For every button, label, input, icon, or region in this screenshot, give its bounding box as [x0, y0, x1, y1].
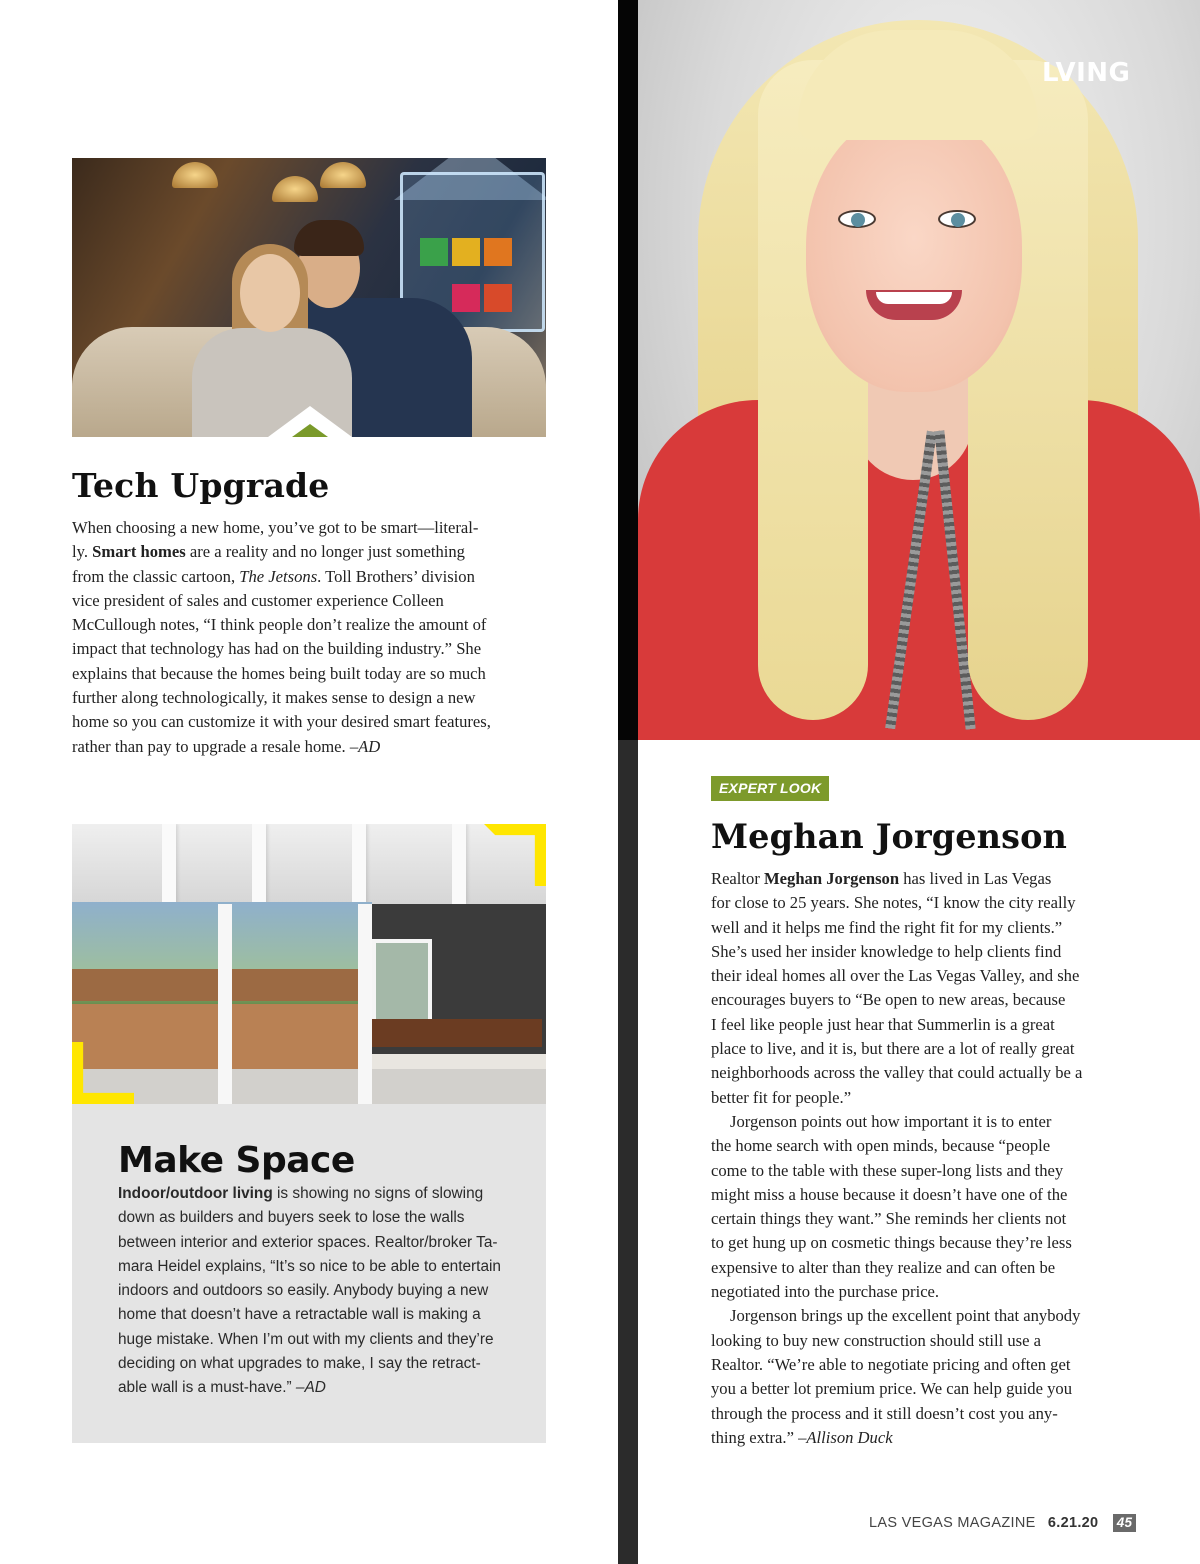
text-line: rather than pay to upgrade a resale home. –AD [72, 736, 381, 756]
text-line: McCullough notes, “I think people don’t realize the amount of [72, 615, 487, 635]
text-line: deciding on what upgrades to make, I say the retract- [118, 1355, 481, 1373]
text-line: huge mistake. When I’m out with my clients and they’re [118, 1330, 494, 1348]
text-line: better fit for people.” [711, 1087, 852, 1107]
text-line: come to the table with these super-long lists and they [711, 1160, 1064, 1180]
text-line: down as builders and buyers seek to lose the walls [118, 1209, 465, 1227]
text-line: place to live, and it is, but there are a lot of really great [711, 1039, 1075, 1059]
window [372, 939, 432, 1024]
page-footer [869, 1514, 1136, 1534]
text-line: looking to buy new construction should still use a [711, 1330, 1042, 1350]
meghan-portrait-photo [638, 0, 1200, 740]
text-line: Jorgenson brings up the excellent point that anybody [730, 1306, 1081, 1326]
man-hair [294, 220, 364, 256]
tech-upgrade-body [72, 516, 548, 759]
ceiling [72, 824, 546, 904]
make-space-heading: Make Space [118, 1140, 355, 1181]
text-line: might miss a house because it doesn’t have one of the [711, 1184, 1068, 1204]
text-line: negotiated into the purchase price. [711, 1282, 940, 1302]
pendant-lamp [272, 176, 318, 202]
pendant-lamp [320, 162, 366, 188]
hologram-tile [452, 284, 480, 312]
hologram-tile [452, 238, 480, 266]
text-line: She’s used her insider knowledge to help clients find [711, 941, 1062, 961]
teeth [876, 292, 952, 304]
iris [951, 213, 965, 227]
iris [851, 213, 865, 227]
expert-look-badge: EXPERT LOOK [711, 776, 829, 801]
wall-post [218, 904, 232, 1104]
text-line: explains that because the homes being built today are so much [72, 663, 486, 683]
text-line: further along technologically, it makes sense to design a new [72, 688, 476, 708]
hologram-tile [420, 238, 448, 266]
text-line: indoors and outdoors so easily. Anybody buying a new [118, 1282, 489, 1300]
text-line: vice president of sales and customer experience Colleen [72, 590, 444, 610]
bold-phrase: Meghan Jorgenson [764, 869, 900, 888]
text-line: expensive to alter than they realize and can often be [711, 1257, 1056, 1277]
meghan-jorgenson-body [711, 867, 1131, 1450]
text-line: their ideal homes all over the Las Vegas Valley, and she [711, 966, 1080, 986]
text-line: through the process and it still doesn’t cost you any- [711, 1403, 1058, 1423]
make-space-body [118, 1182, 518, 1401]
text-line: Realtor. “We’re able to negotiate pricing and often get [711, 1354, 1071, 1374]
text-line: encourages buyers to “Be open to new areas, because [711, 990, 1066, 1010]
text-line: for close to 25 years. She notes, “I know the city really [711, 893, 1076, 913]
italic-phrase: –AD [295, 1379, 326, 1397]
text-line: from the classic cartoon, The Jetsons. Toll Brothers’ division [72, 566, 475, 586]
text-line: I feel like people just hear that Summerlin is a great [711, 1014, 1055, 1034]
smart-home-photo [72, 158, 546, 437]
dining-table [362, 1019, 542, 1047]
bold-phrase: Smart homes [92, 542, 186, 562]
wall-post [358, 904, 372, 1104]
indoor-outdoor-photo [72, 824, 546, 1104]
text-line: impact that technology has had on the building industry.” She [72, 639, 482, 659]
text-line: Jorgenson points out how important it is to enter [730, 1111, 1052, 1131]
magazine-name: LAS VEGAS MAGAZINE [869, 1515, 1036, 1531]
bold-phrase: Indoor/outdoor living [118, 1185, 273, 1202]
column-divider-bottom [618, 740, 638, 1564]
issue-date: 6.21.20 [1047, 1515, 1099, 1531]
text-line: well and it helps me find the right fit for my clients.” [711, 917, 1063, 937]
text-line: to get hung up on cosmetic things because they’re less [711, 1233, 1072, 1253]
italic-phrase: –AD [349, 736, 381, 756]
italic-phrase: –Allison Duck [798, 1427, 893, 1447]
text-line: the home search with open minds, because “people [711, 1136, 1051, 1156]
ceiling-beam [252, 824, 266, 904]
woman-head [240, 254, 300, 332]
column-divider-top [618, 0, 638, 740]
text-line: ly. Smart homes are a reality and no longer just something [72, 542, 465, 562]
text-line: When choosing a new home, you’ve got to be smart—literal- [72, 518, 479, 537]
italic-phrase: The Jetsons [239, 566, 318, 586]
tech-upgrade-heading: Tech Upgrade [72, 466, 330, 505]
text-line: you a better lot premium price. We can help guide you [711, 1379, 1073, 1399]
text-line: home so you can customize it with your desired smart features, [72, 712, 491, 732]
page-number: 45 [1113, 1514, 1137, 1532]
floor [72, 1069, 546, 1104]
text-line: home that doesn’t have a retractable wall is making a [118, 1306, 481, 1324]
text-line: between interior and exterior spaces. Realtor/broker Ta- [118, 1233, 498, 1251]
text-line: mara Heidel explains, “It’s so nice to be able to entertain [118, 1257, 501, 1275]
green-notch-accent [292, 424, 328, 437]
section-label: LVING [1042, 58, 1131, 88]
hologram-tile [484, 284, 512, 312]
text-line: Indoor/outdoor living is showing no signs of slowing [118, 1185, 484, 1202]
hologram-tile [484, 238, 512, 266]
text-line: neighborhoods across the valley that could actually be a [711, 1063, 1083, 1083]
meghan-jorgenson-heading: Meghan Jorgenson [711, 817, 1067, 856]
text-line: Realtor Meghan Jorgenson has lived in Las Vegas [711, 869, 1052, 888]
eye [838, 210, 876, 228]
text-line: thing extra.” –Allison Duck [711, 1427, 893, 1447]
face [806, 112, 1022, 392]
ceiling-beam [352, 824, 366, 904]
ceiling-beam [162, 824, 176, 904]
text-line: certain things they want.” She reminds her clients not [711, 1209, 1067, 1229]
eye [938, 210, 976, 228]
text-line: able wall is a must-have.” –AD [118, 1379, 326, 1397]
pendant-lamp [172, 162, 218, 188]
ceiling-beam [452, 824, 466, 904]
